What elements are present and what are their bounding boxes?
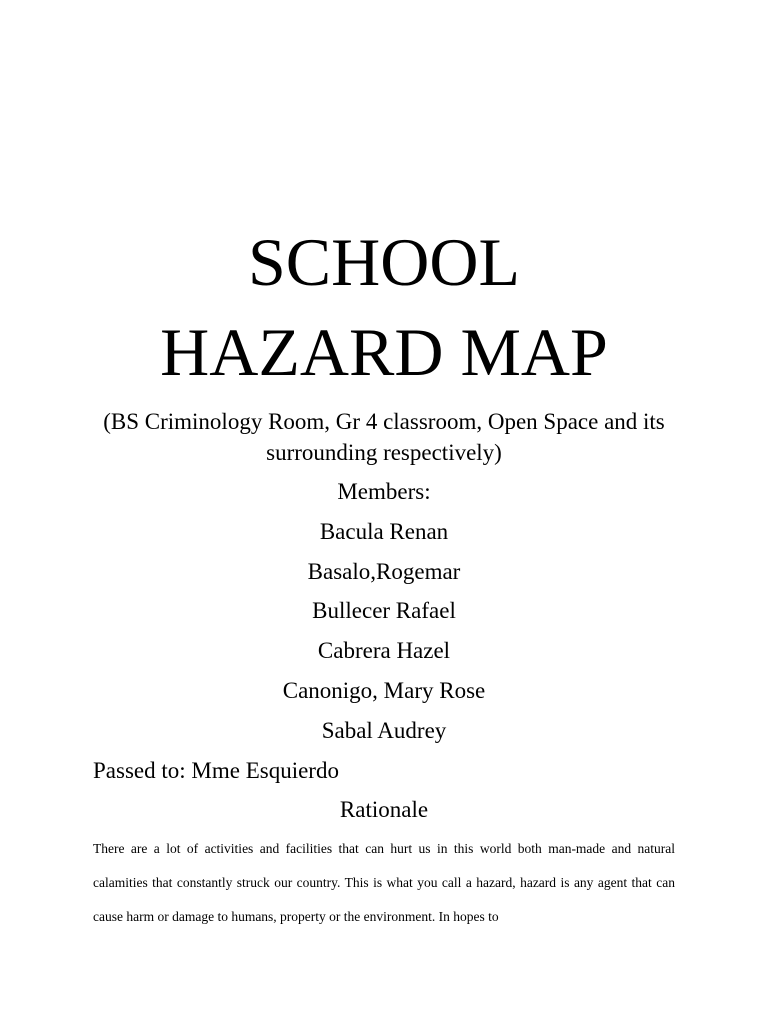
passed-to: Passed to: Mme Esquierdo <box>93 758 339 783</box>
member-name: Basalo,Rogemar <box>307 559 461 584</box>
member-name: Bullecer Rafael <box>312 598 456 623</box>
body-paragraph: There are a lot of activities and facilities that can hurt us in this world both man-made and natural calamities that constantly struck our country. This is what you call a hazard, hazard is any agent that can cause harm or damage to humans, property or the environment. In hopes to <box>93 841 675 924</box>
member-name: Sabal Audrey <box>321 718 447 743</box>
section-heading: Rationale <box>339 797 429 822</box>
subtitle: (BS Criminology Room, Gr 4 classroom, Open Space and its surrounding respectively) <box>103 409 665 465</box>
member-name: Bacula Renan <box>319 519 449 544</box>
members-label: Members: <box>337 479 431 504</box>
title-line-2: HAZARD MAP <box>160 314 608 390</box>
title-line-1: SCHOOL <box>247 224 521 300</box>
member-name: Cabrera Hazel <box>317 638 451 663</box>
member-name: Canonigo, Mary Rose <box>282 678 486 703</box>
